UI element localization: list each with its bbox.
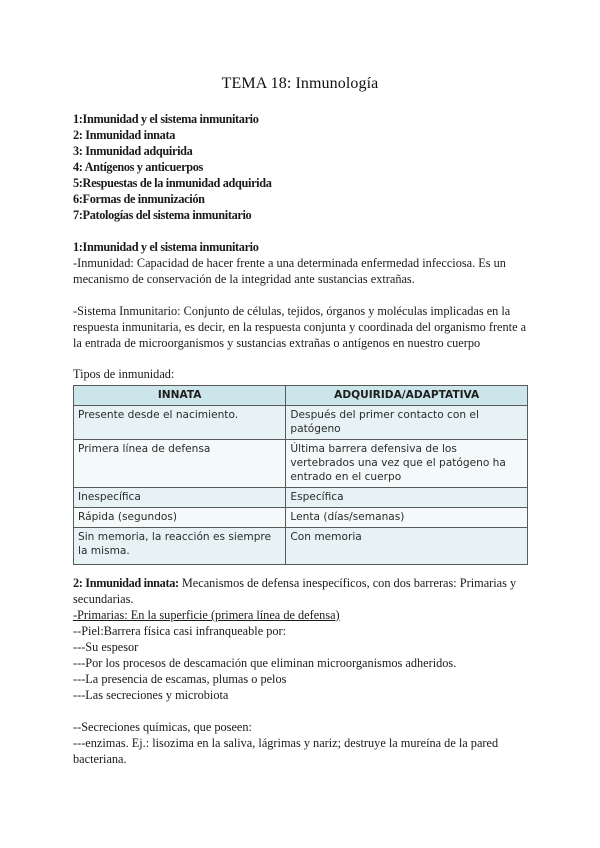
primarias-subheading: -Primarias: En la superficie (primera línea de defensa) — [73, 608, 340, 622]
list-line: ---La presencia de escamas, plumas o pelos — [73, 672, 287, 686]
sistema-inmunitario-definition: -Sistema Inmunitario: Conjunto de células, tejidos, órganos y moléculas implicadas en la respuesta inmunitaria, es decir, en la respuesta conjunta y coordinada del organismo frente a la entrada de microorganismos y sustancias extrañas o antígenos en nuestro cuerpo — [73, 304, 527, 350]
section-2 — [73, 575, 533, 767]
toc-item: 4: Antígenos y anticuerpos — [73, 160, 203, 174]
table-cell: Lenta (días/semanas) — [286, 508, 528, 528]
list-line: --Secreciones químicas, que poseen: — [73, 720, 252, 734]
spacer — [73, 703, 533, 719]
section-1 — [73, 239, 533, 351]
list-line: ---Por los procesos de descamación que eliminan microorganismos adheridos. — [73, 656, 457, 670]
column-header-innata: INNATA — [74, 386, 286, 406]
table-cell: Sin memoria, la reacción es siempre la misma. — [74, 528, 286, 565]
list-line: ---Su espesor — [73, 640, 139, 654]
table-cell: Presente desde el nacimiento. — [74, 406, 286, 440]
spacer — [73, 287, 533, 303]
list-line: ---Las secreciones y microbiota — [73, 688, 229, 702]
table-row — [74, 440, 528, 488]
immunity-types-table — [73, 385, 528, 565]
table-of-contents — [73, 111, 533, 223]
table-caption: Tipos de inmunidad: — [73, 367, 175, 381]
table-cell: Primera línea de defensa — [74, 440, 286, 488]
inmunidad-definition: -Inmunidad: Capacidad de hacer frente a una determinada enfermedad infecciosa. Es un mecanismo de conservación de la integridad ante sustancias extrañas. — [73, 256, 506, 286]
table-cell: Inespecífica — [74, 488, 286, 508]
table-cell: Con memoria — [286, 528, 528, 565]
toc-item: 5:Respuestas de la inmunidad adquirida — [73, 176, 272, 190]
table-row — [74, 488, 528, 508]
table-cell: Después del primer contacto con el patógeno — [286, 406, 528, 440]
toc-item: 3: Inmunidad adquirida — [73, 144, 193, 158]
column-header-adquirida: ADQUIRIDA/ADAPTATIVA — [286, 386, 528, 406]
document-title: TEMA 18: Inmunología — [221, 75, 379, 92]
section-2-intro — [73, 575, 533, 607]
list-line: ---enzimas. Ej.: lisozima en la saliva, lágrimas y nariz; destruye la mureína de la pared bacteriana. — [73, 736, 499, 766]
toc-item: 2: Inmunidad innata — [73, 128, 176, 142]
table-cell: Última barrera defensiva de los vertebrados una vez que el patógeno ha entrado en el cuerpo — [286, 440, 528, 488]
section-1-heading: 1:Inmunidad y el sistema inmunitario — [73, 240, 259, 254]
table-header-row — [74, 386, 528, 406]
table-row — [74, 528, 528, 565]
section-2-heading: 2: Inmunidad innata: — [73, 576, 179, 590]
table-cell: Rápida (segundos) — [74, 508, 286, 528]
toc-item: 6:Formas de inmunización — [73, 192, 205, 206]
table-cell: Específica — [286, 488, 528, 508]
table-row — [74, 508, 528, 528]
toc-item: 1:Inmunidad y el sistema inmunitario — [73, 112, 259, 126]
toc-item: 7:Patologías del sistema inmunitario — [73, 208, 252, 222]
table-row — [74, 406, 528, 440]
section-2-intro-text: Mecanismos de defensa inespecíficos, con dos barreras: Primarias y secundarias. — [73, 576, 517, 606]
list-line: --Piel:Barrera física casi infranqueable por: — [73, 624, 287, 638]
